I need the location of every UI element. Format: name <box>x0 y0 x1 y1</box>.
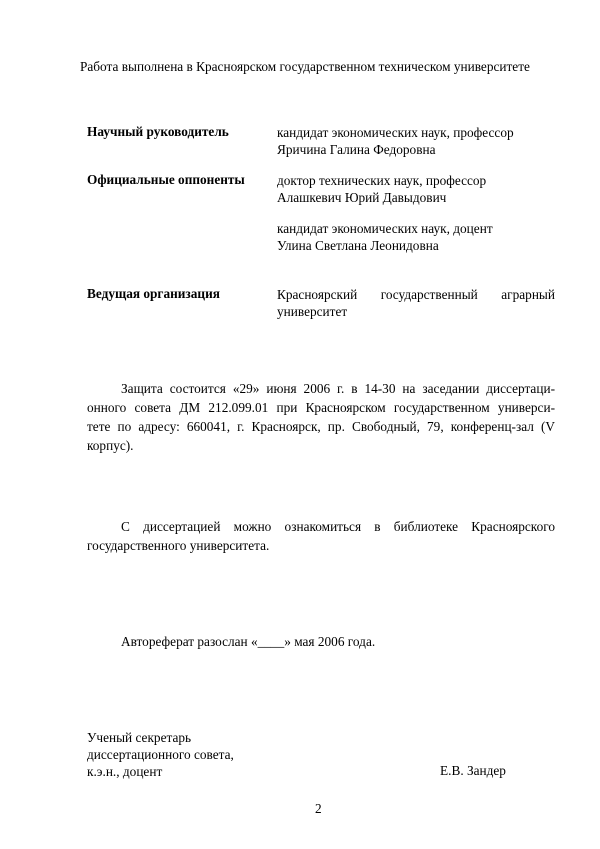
secretary-name: Е.В. Зандер <box>440 763 506 778</box>
defense-line: корпус). <box>87 438 134 453</box>
opponent-second <box>277 220 493 254</box>
defense-line: тете по адресу: 660041, г. Красноярск, пр. Свободный, 79, конференц-зал (V <box>87 419 555 434</box>
library-line: государственного университета. <box>87 538 270 553</box>
leading-org-label: Ведущая организация <box>87 286 220 301</box>
leading-org-line: Красноярский государственный аграрный <box>277 287 555 302</box>
opponent-line: Улина Светлана Леонидовна <box>277 238 439 253</box>
supervisor-line: Яричина Галина Федоровна <box>277 142 436 157</box>
supervisor-line: кандидат экономических наук, профессор <box>277 125 514 140</box>
header-institution: Работа выполнена в Красноярском государственном техническом университете <box>80 59 530 74</box>
opponent-line: кандидат экономических наук, доцент <box>277 221 493 236</box>
supervisor-value <box>277 124 514 158</box>
leading-org-line: университет <box>277 304 348 319</box>
opponent-line: доктор технических наук, профессор <box>277 173 487 188</box>
defense-paragraph <box>87 379 555 455</box>
library-line: С диссертацией можно ознакомиться в библиотеке Красноярского <box>121 519 555 534</box>
secretary-line: к.э.н., доцент <box>87 764 163 779</box>
mailing-date: Автореферат разослан «____» мая 2006 года. <box>121 634 376 649</box>
leading-org-value <box>277 286 555 320</box>
secretary-line: диссертационного совета, <box>87 747 234 762</box>
defense-line: онного совета ДМ 212.099.01 при Красноярском государственном универси- <box>87 400 555 415</box>
page-number: 2 <box>315 801 322 816</box>
secretary-block <box>87 729 234 780</box>
defense-line: Защита состоится «29» июня 2006 г. в 14-30 на заседании диссертаци- <box>121 381 555 396</box>
library-paragraph <box>87 517 555 555</box>
secretary-line: Ученый секретарь <box>87 730 192 745</box>
supervisor-label: Научный руководитель <box>87 124 229 139</box>
opponent-first <box>277 172 486 206</box>
opponents-label: Официальные оппоненты <box>87 172 245 187</box>
opponent-line: Алашкевич Юрий Давыдович <box>277 190 447 205</box>
